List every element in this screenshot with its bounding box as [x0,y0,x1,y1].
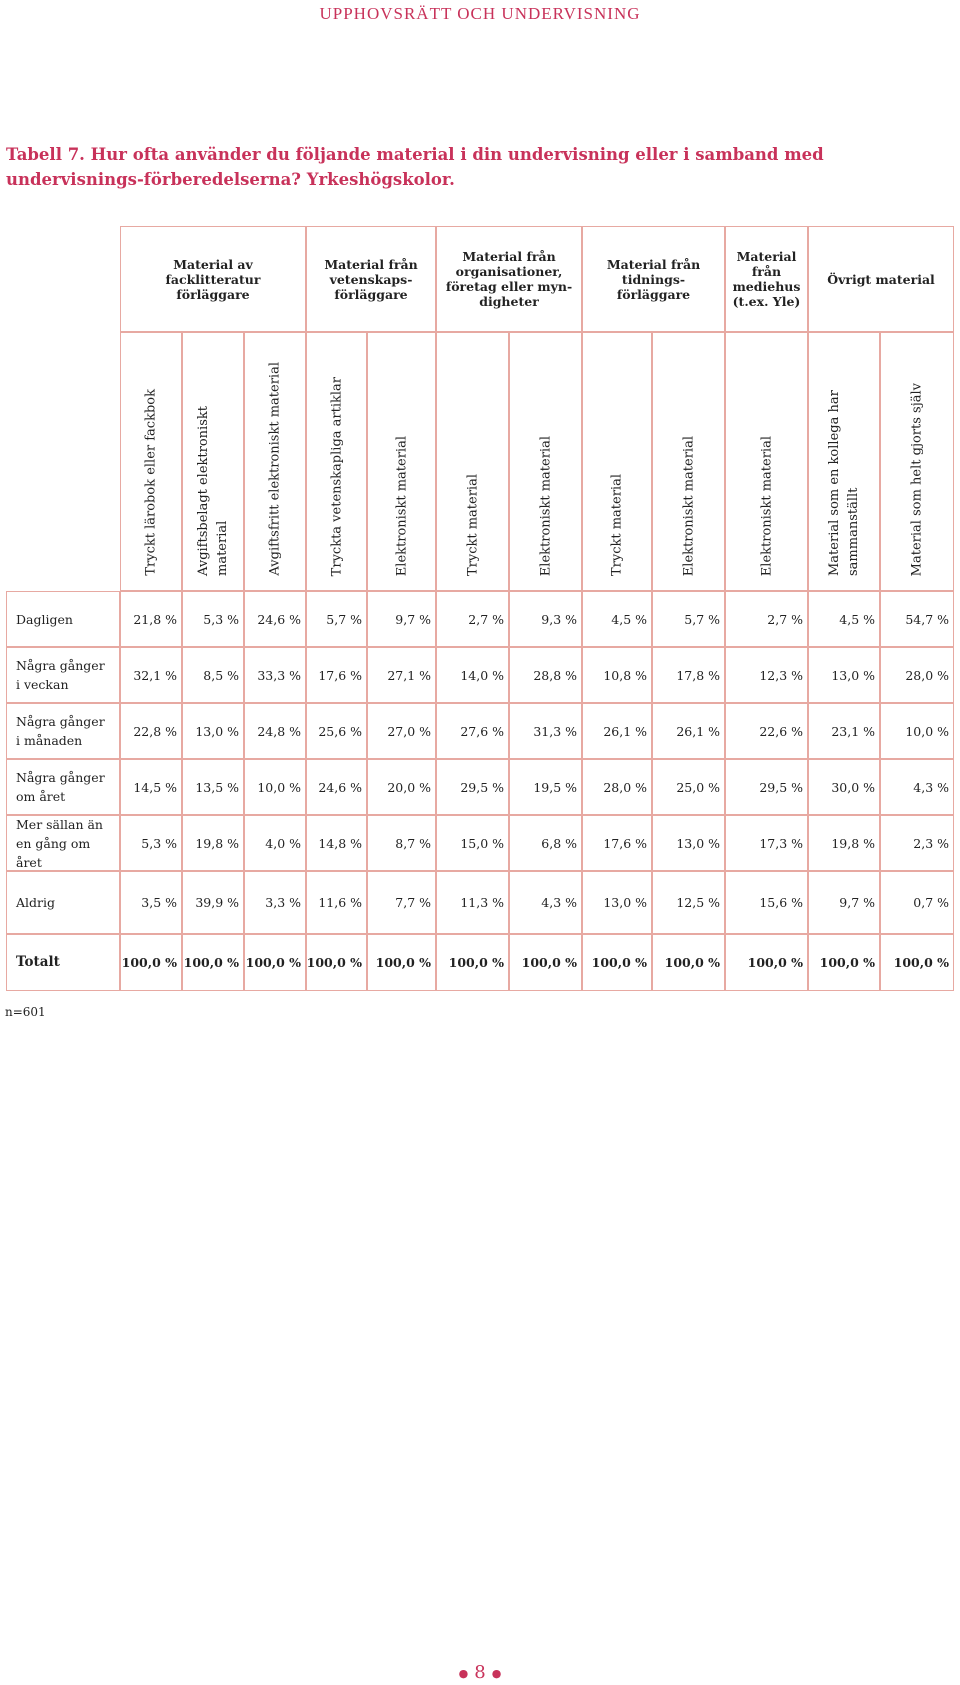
table-cell: 12,5 % [652,871,725,934]
running-head: UPPHOVSRÄTT OCH UNDERVISNING [319,4,641,23]
table-cell: 14,8 % [306,815,367,871]
column-header-label: Tryckt material [465,473,480,576]
bullet-icon: ● [491,1666,502,1680]
table-cell: 27,0 % [367,703,436,759]
table-cell: 0,7 % [880,871,954,934]
table-cell: 4,3 % [509,871,582,934]
table-cell: 10,8 % [582,647,652,703]
table-cell: 28,0 % [880,647,954,703]
table-cell: 17,6 % [306,647,367,703]
column-header [880,332,954,591]
table-cell: 27,1 % [367,647,436,703]
table-cell: 10,0 % [880,703,954,759]
page-number [0,1662,960,1683]
column-header [725,332,808,591]
column-header-label: Elektroniskt material [759,435,774,576]
table-cell: 7,7 % [367,871,436,934]
column-group-header: Material från organisationer, företag eller myn-digheter [436,226,582,332]
column-header-label: Elektroniskt material [538,435,553,576]
table-cell: 6,8 % [509,815,582,871]
table-cell: 4,5 % [808,591,880,647]
column-header [367,332,436,591]
table-cell: 13,5 % [182,759,244,815]
table-cell: 4,0 % [244,815,306,871]
table-cell: 23,1 % [808,703,880,759]
table-cell: 100,0 % [436,934,509,991]
table-cell: 8,5 % [182,647,244,703]
table-cell: 33,3 % [244,647,306,703]
column-group-header: Material från tidnings-förläggare [582,226,725,332]
table-cell: 100,0 % [808,934,880,991]
table-cell: 14,5 % [120,759,182,815]
table-cell: 25,6 % [306,703,367,759]
column-header-label: Tryckta vetenskapliga artiklar [329,376,344,576]
table-cell: 20,0 % [367,759,436,815]
table-cell: 3,3 % [244,871,306,934]
row-label: Dagligen [6,591,120,647]
table-cell: 4,5 % [582,591,652,647]
table-cell: 17,8 % [652,647,725,703]
table-cell: 100,0 % [509,934,582,991]
column-header [244,332,306,591]
table-cell: 15,6 % [725,871,808,934]
row-label: Mer sällan än en gång om året [6,815,120,871]
row-label: Några gånger i månaden [6,703,120,759]
table-cell: 26,1 % [652,703,725,759]
row-label: Några gånger i veckan [6,647,120,703]
table-cell: 19,8 % [182,815,244,871]
table-cell: 24,6 % [306,759,367,815]
table-cell: 100,0 % [120,934,182,991]
table-cell: 22,6 % [725,703,808,759]
table-cell: 29,5 % [436,759,509,815]
table-cell: 29,5 % [725,759,808,815]
column-group-header: Övrigt material [808,226,954,332]
table-cell: 100,0 % [306,934,367,991]
table-cell: 5,7 % [306,591,367,647]
table-cell: 100,0 % [652,934,725,991]
column-header-label: Material som en kollega har sammanställt [827,390,861,576]
column-header [582,332,652,591]
table-cell: 17,3 % [725,815,808,871]
column-header [808,332,880,591]
table-cell: 5,7 % [652,591,725,647]
table-cell: 14,0 % [436,647,509,703]
table-cell: 100,0 % [367,934,436,991]
page-number-value: 8 [474,1662,486,1683]
table-cell: 8,7 % [367,815,436,871]
table-cell: 100,0 % [725,934,808,991]
table-cell: 31,3 % [509,703,582,759]
table-cell: 9,3 % [509,591,582,647]
table-cell: 17,6 % [582,815,652,871]
table-cell: 28,8 % [509,647,582,703]
column-group-header: Material från vetenskaps-förläggare [306,226,436,332]
table-cell: 28,0 % [582,759,652,815]
table-cell: 100,0 % [182,934,244,991]
table-cell: 21,8 % [120,591,182,647]
column-header-label: Material som helt gjorts själv [909,382,925,576]
column-header-label: Avgiftsbelagt elektroniskt material [196,406,230,576]
table-cell: 13,0 % [182,703,244,759]
row-label: Totalt [6,934,120,991]
table-cell: 19,5 % [509,759,582,815]
table-cell: 26,1 % [582,703,652,759]
row-label: Aldrig [6,871,120,934]
table-cell: 9,7 % [367,591,436,647]
table-cell: 2,7 % [436,591,509,647]
table-cell: 100,0 % [582,934,652,991]
table-cell: 22,8 % [120,703,182,759]
column-group-header: Material från mediehus (t.ex. Yle) [725,226,808,332]
table-title: Tabell 7. Hur ofta använder du följande material i din undervisning eller i samband med undervisnings-förberedelserna? Yrkeshögskolor. [6,145,824,189]
column-group-header: Material av facklitteratur förläggare [120,226,306,332]
column-header [652,332,725,591]
sample-size-note: n=601 [5,1005,46,1019]
table-cell: 3,5 % [120,871,182,934]
table-cell: 13,0 % [808,647,880,703]
column-header-label: Elektroniskt material [681,435,696,576]
table-cell: 12,3 % [725,647,808,703]
column-header-label: Tryckt lärobok eller fackbok [143,389,159,576]
table-cell: 10,0 % [244,759,306,815]
column-header [182,332,244,591]
table-cell: 24,8 % [244,703,306,759]
table-cell: 39,9 % [182,871,244,934]
table-cell: 19,8 % [808,815,880,871]
table-cell: 24,6 % [244,591,306,647]
table-cell: 11,6 % [306,871,367,934]
table-cell: 2,7 % [725,591,808,647]
column-header [509,332,582,591]
table-cell: 25,0 % [652,759,725,815]
table-cell: 13,0 % [582,871,652,934]
table-cell: 54,7 % [880,591,954,647]
bullet-icon: ● [458,1666,469,1680]
table-cell: 5,3 % [120,815,182,871]
table-cell: 15,0 % [436,815,509,871]
table-cell: 100,0 % [880,934,954,991]
table-cell: 27,6 % [436,703,509,759]
table-cell: 30,0 % [808,759,880,815]
column-header [306,332,367,591]
table-cell: 5,3 % [182,591,244,647]
column-header [120,332,182,591]
table-cell: 100,0 % [244,934,306,991]
row-label: Några gånger om året [6,759,120,815]
table-cell: 9,7 % [808,871,880,934]
column-header-label: Elektroniskt material [394,435,409,576]
column-header [436,332,509,591]
table-cell: 11,3 % [436,871,509,934]
table-cell: 2,3 % [880,815,954,871]
table-cell: 13,0 % [652,815,725,871]
table-cell: 32,1 % [120,647,182,703]
table-cell: 4,3 % [880,759,954,815]
column-header-label: Avgiftsfritt elektroniskt material [267,362,283,576]
column-header-label: Tryckt material [609,473,625,576]
